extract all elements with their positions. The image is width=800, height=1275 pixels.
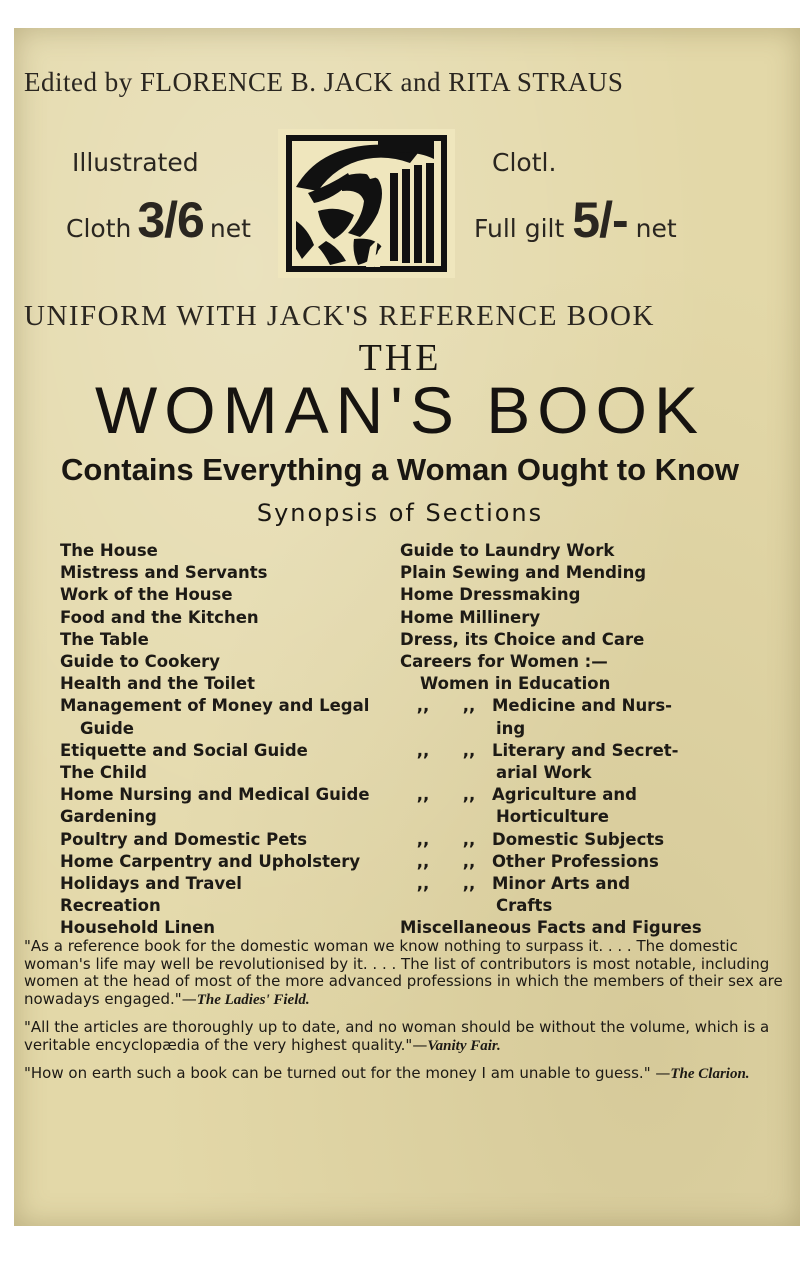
section-item: Recreation — [60, 896, 161, 916]
section-item: Management of Money and Legal — [60, 696, 370, 716]
ditto-mark: ,, — [462, 874, 476, 894]
section-item: Health and the Toilet — [60, 674, 255, 694]
press-quotes — [24, 938, 784, 1094]
section-item — [400, 740, 710, 762]
section-item — [400, 695, 710, 717]
section-item: Household Linen — [60, 918, 216, 938]
ditto-mark: ,, — [416, 829, 430, 849]
section-item: Guide to Laundry Work — [400, 541, 615, 560]
section-item: Miscellaneous Facts and Figures — [400, 918, 702, 938]
section-item: Food and the Kitchen — [60, 607, 259, 627]
press-quote — [24, 938, 784, 1009]
price-block-cloth — [66, 148, 266, 249]
quote-text: "As a reference book for the domestic woman we know nothing to surpass it. . . . The domestic woman's life may well be revolutionised by it. . . . The list of contributors is most notable, including women at the head of most of the more advanced professions in which the members of their sex are nowadays engaged."— — [24, 937, 783, 1008]
sections-right-column — [400, 540, 710, 940]
price-right-line1: Clotl. — [492, 148, 557, 177]
section-item: Careers for Women :— — [400, 652, 608, 672]
ditto-mark: ,, — [462, 851, 476, 871]
sections-left-column — [60, 540, 380, 940]
section-item-label: Literary and Secret- — [492, 740, 679, 760]
ditto-mark: ,, — [462, 740, 476, 760]
section-item: Holidays and Travel — [60, 874, 242, 894]
section-item: Plain Sewing and Mending — [400, 563, 647, 583]
ditto-mark: ,, — [462, 696, 476, 716]
section-item — [400, 851, 710, 873]
section-item: Home Dressmaking — [400, 585, 581, 605]
book-subtitle: Contains Everything a Woman Ought to Know — [61, 452, 739, 487]
section-item-label: Minor Arts and — [492, 874, 631, 894]
section-item: Gardening — [60, 807, 157, 827]
ditto-mark: ,, — [462, 785, 476, 805]
section-item-label: Agriculture and — [492, 785, 637, 805]
quote-source: The Ladies' Field. — [196, 991, 310, 1008]
title-article: THE — [358, 337, 442, 379]
section-item: Home Millinery — [400, 607, 541, 627]
section-item: Crafts — [496, 896, 553, 916]
section-item: Guide — [80, 718, 134, 738]
price-block-full-gilt — [474, 148, 724, 249]
ditto-mark: ,, — [416, 696, 430, 716]
uniform-line: UNIFORM WITH JACK'S REFERENCE BOOK — [24, 300, 655, 332]
section-item: The Child — [60, 763, 147, 783]
press-quote — [24, 1019, 784, 1055]
section-item: Etiquette and Social Guide — [60, 740, 308, 760]
section-item: The House — [60, 541, 158, 560]
price-right-line2 — [474, 191, 724, 249]
section-item: Home Nursing and Medical Guide — [60, 785, 370, 805]
ditto-mark: ,, — [462, 829, 476, 849]
section-item: ing — [496, 718, 526, 738]
section-item: Horticulture — [496, 807, 609, 827]
section-item: Dress, its Choice and Care — [400, 629, 645, 649]
ditto-mark: ,, — [416, 740, 430, 760]
price-left-suffix: net — [209, 214, 251, 243]
book-title: WOMAN'S BOOK — [95, 373, 705, 447]
synopsis-heading: Synopsis of Sections — [256, 499, 544, 527]
section-item: Poultry and Domestic Pets — [60, 829, 308, 849]
section-item: Work of the House — [60, 585, 233, 605]
ditto-mark: ,, — [416, 874, 430, 894]
price-left-line2 — [66, 191, 266, 249]
section-item-label: Domestic Subjects — [492, 829, 665, 849]
section-item: Mistress and Servants — [60, 563, 268, 583]
price-left-amount: 3/6 — [137, 192, 204, 248]
price-left-binding: Cloth — [66, 214, 132, 243]
publisher-emblem — [278, 129, 455, 278]
press-quote — [24, 1065, 784, 1084]
section-item: arial Work — [496, 763, 592, 783]
publisher-emblem-icon — [278, 129, 455, 278]
section-item: Women in Education — [420, 674, 611, 694]
section-item — [400, 873, 710, 895]
section-item: Home Carpentry and Upholstery — [60, 851, 361, 871]
section-item — [400, 784, 710, 806]
quote-source: Vanity Fair. — [427, 1037, 501, 1054]
ditto-mark: ,, — [416, 851, 430, 871]
section-item-label: Medicine and Nurs- — [492, 696, 672, 716]
quote-source: The Clarion. — [670, 1066, 750, 1082]
quote-text: "How on earth such a book can be turned out for the money I am unable to guess." — — [24, 1064, 671, 1082]
price-right-amount: 5/- — [572, 192, 628, 248]
section-item: The Table — [60, 629, 149, 649]
section-item-label: Other Professions — [492, 851, 659, 871]
price-right-binding: Full gilt — [474, 214, 565, 243]
editors-line: Edited by FLORENCE B. JACK and RITA STRAUS — [24, 67, 624, 97]
quote-text: "All the articles are thoroughly up to date, and no woman should be without the volume, which is a veritable encyclopædia of the very highest quality."— — [24, 1018, 770, 1054]
price-left-line1: Illustrated — [72, 148, 199, 177]
section-item — [400, 829, 710, 851]
ditto-mark: ,, — [416, 785, 430, 805]
price-right-suffix: net — [635, 214, 677, 243]
section-item: Guide to Cookery — [60, 652, 221, 672]
